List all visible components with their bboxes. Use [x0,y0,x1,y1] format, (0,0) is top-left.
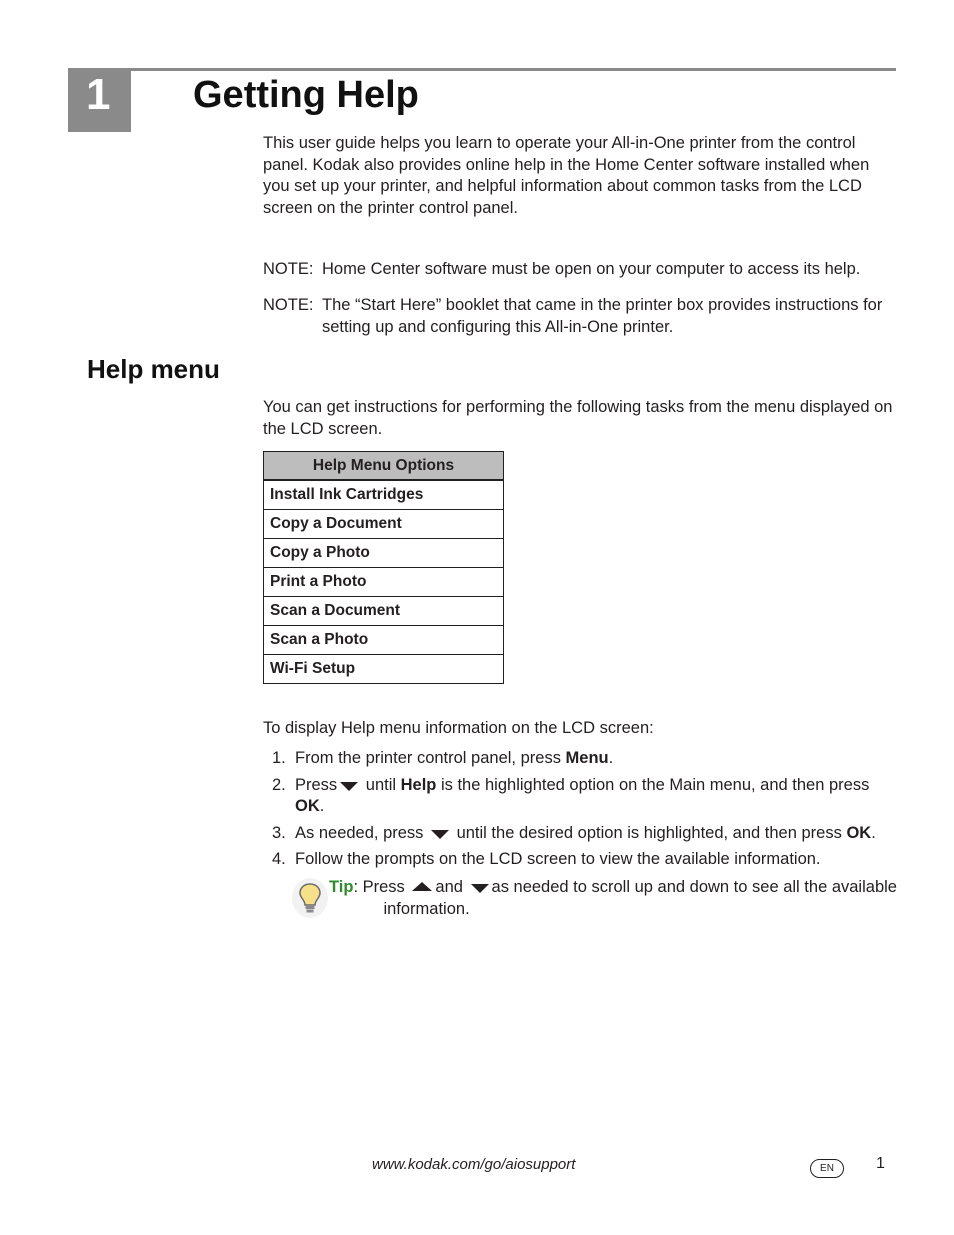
step-text: As needed, press [295,823,428,842]
table-row [264,568,504,597]
chapter-number-box [68,68,131,132]
table-row [264,510,504,539]
tip-text: and [435,878,468,896]
tip [329,877,899,920]
table-row [264,626,504,655]
step-text: Follow the prompts on the LCD screen to view the available information. [295,850,821,868]
table-header: Help Menu Options [264,452,504,481]
step [272,748,902,770]
page-number: 1 [876,1155,885,1172]
step-number: 4. [272,850,286,868]
page-title: Getting Help [193,74,419,116]
table-row [264,655,504,684]
note-text: Home Center software must be open on your computer to access its help. [322,260,861,278]
table-cell: Install Ink Cartridges [264,480,504,510]
step-number: 3. [272,823,286,842]
table-row [264,480,504,510]
step-text: From the printer control panel, press [295,749,566,767]
table-cell: Print a Photo [264,568,504,597]
language-badge: EN [810,1159,844,1178]
section-intro: You can get instructions for performing the following tasks from the menu displayed on the LCD screen. [263,398,893,438]
lightbulb-icon [290,876,330,920]
procedure-steps [272,748,902,876]
table-row [264,539,504,568]
table-cell: Scan a Photo [264,626,504,655]
step-text: until [361,775,401,794]
help-menu-table [263,451,504,684]
down-arrow-icon [471,884,489,893]
note-label: NOTE: [263,296,314,314]
note [263,259,903,281]
help-key-label: Help [400,775,437,794]
step-text: until the desired option is highlighted, and then press [452,823,847,842]
section-title: Help menu [87,354,220,384]
table-cell: Wi-Fi Setup [264,655,504,684]
header-rule [130,68,896,71]
step-text: is the highlighted option on the Main menu, and then press [436,775,870,794]
down-arrow-icon [340,782,358,791]
tip-text: Press [362,878,410,896]
ok-key-label: OK [295,797,320,815]
support-url[interactable]: www.kodak.com/go/aiosupport [372,1156,576,1173]
intro-paragraph: This user guide helps you learn to operate your All-in-One printer from the control panel. Kodak also provides online help in the Home Center software installed when you set up your printer, and helpful information about common tasks from the LCD screen on the printer control panel. [263,134,870,217]
note [263,295,903,338]
step [272,849,902,871]
step-text: . [319,797,325,815]
table-cell: Copy a Photo [264,539,504,568]
tip-label: Tip [329,878,354,896]
step [272,823,902,845]
down-arrow-icon [431,830,449,839]
step-text: Press [295,775,338,794]
up-arrow-icon [412,882,432,891]
ok-key-label: OK [846,823,872,842]
note-text: The “Start Here” booklet that came in the printer box provides instructions for setting up and configuring this All-in-One printer. [322,296,883,336]
tip-colon: : [353,878,363,896]
step-number: 1. [272,749,286,767]
step [272,775,902,818]
menu-key-label: Menu [565,749,609,767]
table-cell: Copy a Document [264,510,504,539]
step-text: . [871,823,876,842]
procedure-intro: To display Help menu information on the LCD screen: [263,719,654,737]
note-label: NOTE: [263,260,314,278]
chapter-number: 1 [86,70,111,119]
tip-text: as needed to scroll up and down to see all the available [491,878,897,896]
table-cell: Scan a Document [264,597,504,626]
table-row [264,597,504,626]
tip-text: information. [383,899,470,918]
step-text: . [608,749,614,767]
step-number: 2. [272,775,286,794]
